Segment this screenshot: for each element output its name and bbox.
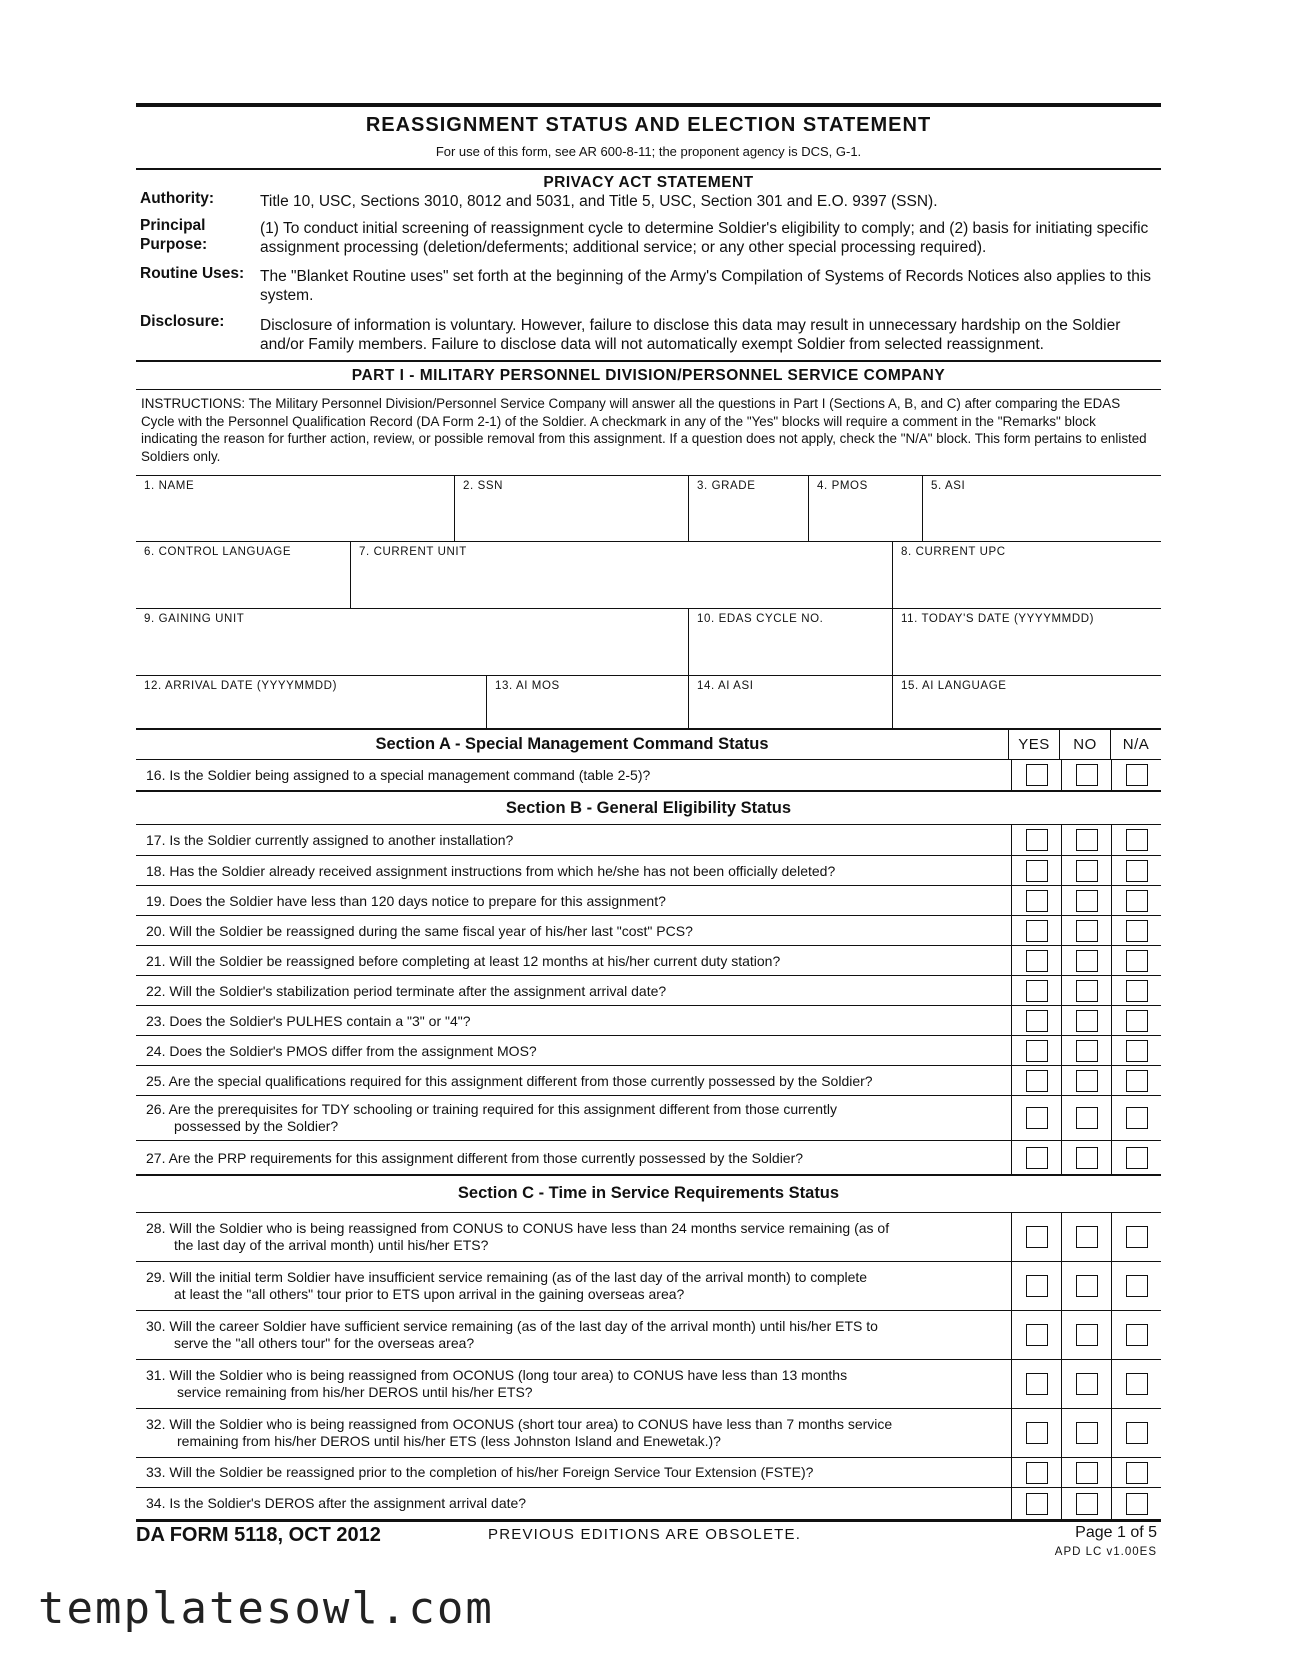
question-19: 19. Does the Soldier have less than 120 days notice to prepare for this assignment? bbox=[146, 892, 666, 909]
na-checkbox[interactable] bbox=[1126, 764, 1148, 786]
yes-cell bbox=[1011, 856, 1061, 885]
purpose-label bbox=[136, 216, 260, 257]
current-upc-field[interactable] bbox=[892, 542, 1161, 608]
disclosure-label: Disclosure: bbox=[140, 313, 225, 330]
na-cell bbox=[1111, 1360, 1161, 1408]
question-17: 17. Is the Soldier currently assigned to another installation? bbox=[146, 832, 514, 848]
question-row bbox=[136, 824, 1161, 855]
yes-checkbox[interactable] bbox=[1026, 1422, 1048, 1444]
asi-field[interactable] bbox=[922, 476, 1161, 541]
fields-row-4 bbox=[136, 675, 1161, 728]
current-unit-field[interactable] bbox=[350, 542, 892, 608]
yes-cell bbox=[1011, 1006, 1061, 1035]
na-cell bbox=[1111, 1096, 1161, 1140]
todays-date-label: 11. TODAY'S DATE (YYYYMMDD) bbox=[901, 613, 1095, 625]
na-cell bbox=[1111, 1066, 1161, 1095]
yes-cell bbox=[1011, 1213, 1061, 1261]
fields-row-2 bbox=[136, 541, 1161, 608]
gaining-unit-field[interactable] bbox=[136, 609, 688, 675]
na-cell bbox=[1111, 1141, 1161, 1174]
no-cell bbox=[1061, 1066, 1111, 1095]
no-cell bbox=[1061, 1096, 1111, 1140]
no-cell bbox=[1061, 1262, 1111, 1310]
no-checkbox[interactable] bbox=[1076, 829, 1098, 851]
todays-date-field[interactable] bbox=[892, 609, 1161, 675]
na-cell bbox=[1111, 825, 1161, 855]
na-cell bbox=[1111, 976, 1161, 1005]
question-20: 20. Will the Soldier be reassigned during the same fiscal year of his/her last "cost" PCS? bbox=[146, 922, 693, 939]
question-30 bbox=[136, 1311, 1011, 1359]
na-checkbox[interactable] bbox=[1126, 1324, 1148, 1346]
watermark-text: templatesowl.com bbox=[38, 1583, 494, 1634]
asi-label: 5. ASI bbox=[931, 480, 966, 492]
na-checkbox[interactable] bbox=[1126, 1147, 1148, 1169]
da-form-5118 bbox=[136, 103, 1161, 1562]
purpose-label-line1: Principal bbox=[140, 217, 206, 234]
question-22: 22. Will the Soldier's stabilization period terminate after the assignment arrival date? bbox=[146, 982, 667, 999]
yes-checkbox[interactable] bbox=[1026, 1462, 1048, 1484]
purpose-text: (1) To conduct initial screening of reassignment cycle to determine Soldier's eligibility to comply; and (2) basis for initiating specific assignment processing (deletion/deferments; additional service; or any other special processing required). bbox=[260, 220, 1149, 256]
yes-checkbox[interactable] bbox=[1026, 980, 1048, 1002]
yes-cell bbox=[1011, 916, 1061, 945]
question-row bbox=[136, 1095, 1161, 1140]
yes-checkbox[interactable] bbox=[1026, 764, 1048, 786]
no-checkbox[interactable] bbox=[1076, 890, 1098, 912]
yes-cell bbox=[1011, 1036, 1061, 1065]
fields-row-1 bbox=[136, 475, 1161, 541]
yes-cell bbox=[1011, 1488, 1061, 1519]
na-checkbox[interactable] bbox=[1126, 1070, 1148, 1092]
section-b-title: Section B - General Eligibility Status bbox=[136, 790, 1161, 824]
no-cell bbox=[1061, 946, 1111, 975]
yes-cell bbox=[1011, 946, 1061, 975]
section-a-header bbox=[136, 728, 1161, 759]
question-row bbox=[136, 759, 1161, 790]
no-cell bbox=[1061, 1409, 1111, 1457]
form-subtitle: For use of this form, see AR 600-8-11; the proponent agency is DCS, G-1. bbox=[435, 144, 862, 159]
na-checkbox[interactable] bbox=[1126, 1010, 1148, 1032]
edas-cycle-field[interactable] bbox=[688, 609, 892, 675]
question-row bbox=[136, 975, 1161, 1005]
ai-mos-field[interactable] bbox=[486, 676, 688, 728]
ai-language-field[interactable] bbox=[892, 676, 1161, 728]
yes-cell bbox=[1011, 760, 1061, 790]
question-28-line1: 28. Will the Soldier who is being reassigned from CONUS to CONUS have less than 24 months service remaining (as of bbox=[146, 1220, 890, 1236]
no-checkbox[interactable] bbox=[1076, 1422, 1098, 1444]
question-29 bbox=[136, 1262, 1011, 1310]
question-row bbox=[136, 1140, 1161, 1174]
na-checkbox[interactable] bbox=[1126, 920, 1148, 942]
no-cell bbox=[1061, 825, 1111, 855]
yes-cell bbox=[1011, 1096, 1061, 1140]
yes-cell bbox=[1011, 825, 1061, 855]
question-28 bbox=[136, 1213, 1011, 1261]
na-cell bbox=[1111, 1036, 1161, 1065]
yes-cell bbox=[1011, 886, 1061, 915]
no-checkbox[interactable] bbox=[1076, 860, 1098, 882]
no-checkbox[interactable] bbox=[1076, 1275, 1098, 1297]
purpose-label-line2: Purpose: bbox=[140, 236, 208, 253]
ssn-label: 2. SSN bbox=[463, 480, 504, 492]
question-row bbox=[136, 1035, 1161, 1065]
na-checkbox[interactable] bbox=[1126, 980, 1148, 1002]
no-checkbox[interactable] bbox=[1076, 1226, 1098, 1248]
question-29-line2: at least the "all others" tour prior to ETS upon arrival in the gaining overseas area? bbox=[174, 1286, 685, 1302]
na-checkbox[interactable] bbox=[1126, 1462, 1148, 1484]
question-26 bbox=[136, 1096, 1011, 1140]
no-cell bbox=[1061, 886, 1111, 915]
no-cell bbox=[1061, 1311, 1111, 1359]
no-cell bbox=[1061, 1360, 1111, 1408]
question-row bbox=[136, 945, 1161, 975]
question-row bbox=[136, 1261, 1161, 1310]
no-cell bbox=[1061, 1458, 1111, 1487]
ai-language-label: 15. AI LANGUAGE bbox=[901, 680, 1007, 692]
no-column-header: NO bbox=[1059, 730, 1110, 759]
question-27: 27. Are the PRP requirements for this assignment different from those currently possessed by the Soldier? bbox=[146, 1149, 804, 1166]
no-checkbox[interactable] bbox=[1076, 1070, 1098, 1092]
form-title: REASSIGNMENT STATUS AND ELECTION STATEMENT bbox=[365, 114, 932, 136]
yes-checkbox[interactable] bbox=[1026, 1226, 1048, 1248]
disclosure-text: Disclosure of information is voluntary. However, failure to disclose this data may result in unnecessary hardship on the Soldier and/or Family members. Failure to disclose data will not automatically exempt Soldier from selected reassignment. bbox=[260, 317, 1121, 353]
na-checkbox[interactable] bbox=[1126, 860, 1148, 882]
no-checkbox[interactable] bbox=[1076, 1493, 1098, 1515]
na-column-header: N/A bbox=[1110, 730, 1161, 759]
yes-checkbox[interactable] bbox=[1026, 1010, 1048, 1032]
question-row bbox=[136, 1212, 1161, 1261]
version-label: APD LC v1.00ES bbox=[1054, 1546, 1157, 1558]
authority-row bbox=[136, 192, 1161, 211]
routine-row bbox=[136, 267, 1161, 305]
yes-checkbox[interactable] bbox=[1026, 1040, 1048, 1062]
no-checkbox[interactable] bbox=[1076, 1462, 1098, 1484]
na-cell bbox=[1111, 946, 1161, 975]
na-checkbox[interactable] bbox=[1126, 1493, 1148, 1515]
na-checkbox[interactable] bbox=[1126, 1040, 1148, 1062]
question-row bbox=[136, 915, 1161, 945]
question-25: 25. Are the special qualifications required for this assignment different from those currently possessed by the Soldier? bbox=[146, 1072, 873, 1089]
question-31-line2: service remaining from his/her DEROS until his/her ETS? bbox=[177, 1384, 533, 1400]
na-cell bbox=[1111, 760, 1161, 790]
na-checkbox[interactable] bbox=[1126, 1107, 1148, 1129]
no-checkbox[interactable] bbox=[1076, 1010, 1098, 1032]
no-checkbox[interactable] bbox=[1076, 920, 1098, 942]
question-23: 23. Does the Soldier's PULHES contain a "3" or "4"? bbox=[146, 1012, 471, 1029]
yes-checkbox[interactable] bbox=[1026, 920, 1048, 942]
yes-checkbox[interactable] bbox=[1026, 1324, 1048, 1346]
na-cell bbox=[1111, 1458, 1161, 1487]
na-cell bbox=[1111, 886, 1161, 915]
yes-checkbox[interactable] bbox=[1026, 860, 1048, 882]
grade-label: 3. GRADE bbox=[697, 480, 756, 492]
question-24: 24. Does the Soldier's PMOS differ from the assignment MOS? bbox=[146, 1042, 537, 1059]
question-26-line1: 26. Are the prerequisites for TDY schooling or training required for this assignment different from those currently bbox=[146, 1101, 838, 1117]
yes-checkbox[interactable] bbox=[1026, 1493, 1048, 1515]
arrival-date-field[interactable] bbox=[136, 676, 486, 728]
part1-instructions: INSTRUCTIONS: The Military Personnel Division/Personnel Service Company will answer all the questions in Part I (Sections A, B, and C) after comparing the EDAS Cycle with the Personnel Qualification Record (DA Form 2-1) of the Soldier. A checkmark in any of the "Yes" blocks will require a comment in the "Remarks" block indicating the reason for further action, review, or possible removal from this assignment. If a question does not apply, check the "N/A" block. This form pertains to enlisted Soldiers only. bbox=[141, 396, 1147, 464]
na-cell bbox=[1111, 1488, 1161, 1519]
na-cell bbox=[1111, 1262, 1161, 1310]
question-31-line1: 31. Will the Soldier who is being reassigned from OCONUS (long tour area) to CONUS have less than 13 months bbox=[146, 1367, 848, 1383]
yes-cell bbox=[1011, 1311, 1061, 1359]
no-checkbox[interactable] bbox=[1076, 1107, 1098, 1129]
ai-mos-label: 13. AI MOS bbox=[495, 680, 560, 692]
section-c-questions bbox=[136, 1212, 1161, 1519]
yes-checkbox[interactable] bbox=[1026, 1107, 1048, 1129]
na-cell bbox=[1111, 1311, 1161, 1359]
current-upc-label: 8. CURRENT UPC bbox=[901, 546, 1006, 558]
yes-cell bbox=[1011, 1409, 1061, 1457]
ai-asi-label: 14. AI ASI bbox=[697, 680, 754, 692]
question-29-line1: 29. Will the initial term Soldier have insufficient service remaining (as of the last day of the arrival month) to complete bbox=[146, 1269, 868, 1285]
no-cell bbox=[1061, 856, 1111, 885]
previous-editions-notice: PREVIOUS EDITIONS ARE OBSOLETE. bbox=[488, 1526, 802, 1543]
privacy-act-title: PRIVACY ACT STATEMENT bbox=[543, 174, 754, 191]
question-32-line2: remaining from his/her DEROS until his/her ETS (less Johnston Island and Enewetak.)? bbox=[177, 1433, 721, 1449]
no-cell bbox=[1061, 916, 1111, 945]
no-cell bbox=[1061, 976, 1111, 1005]
question-32 bbox=[136, 1409, 1011, 1457]
question-30-line2: serve the "all others tour" for the overseas area? bbox=[174, 1335, 475, 1351]
pmos-field[interactable] bbox=[808, 476, 922, 541]
control-language-field[interactable] bbox=[136, 542, 350, 608]
question-row bbox=[136, 1457, 1161, 1487]
na-cell bbox=[1111, 1213, 1161, 1261]
pmos-label: 4. PMOS bbox=[817, 480, 868, 492]
question-row bbox=[136, 1487, 1161, 1519]
arrival-date-label: 12. ARRIVAL DATE (YYYYMMDD) bbox=[144, 680, 337, 692]
purpose-row bbox=[136, 219, 1161, 257]
na-checkbox[interactable] bbox=[1126, 1373, 1148, 1395]
no-cell bbox=[1061, 1141, 1111, 1174]
part1-title: PART I - MILITARY PERSONNEL DIVISION/PERSONNEL SERVICE COMPANY bbox=[351, 367, 946, 384]
name-label: 1. NAME bbox=[144, 480, 195, 492]
na-cell bbox=[1111, 1409, 1161, 1457]
no-cell bbox=[1061, 1036, 1111, 1065]
gaining-unit-label: 9. GAINING UNIT bbox=[144, 613, 245, 625]
yes-cell bbox=[1011, 1262, 1061, 1310]
question-34 bbox=[136, 1488, 1011, 1519]
question-26-line2: possessed by the Soldier? bbox=[174, 1118, 339, 1134]
question-32-line1: 32. Will the Soldier who is being reassigned from OCONUS (short tour area) to CONUS have less than 7 months service bbox=[146, 1416, 893, 1432]
question-30-line1: 30. Will the career Soldier have sufficient service remaining (as of the last day of the arrival month) until his/her ETS to bbox=[146, 1318, 878, 1334]
no-checkbox[interactable] bbox=[1076, 1324, 1098, 1346]
form-footer bbox=[136, 1522, 1161, 1562]
ssn-field[interactable] bbox=[454, 476, 688, 541]
no-cell bbox=[1061, 760, 1111, 790]
question-33-line1: 33. Will the Soldier be reassigned prior to the completion of his/her Foreign Service Tour Extension (FSTE)? bbox=[146, 1464, 814, 1480]
yes-checkbox[interactable] bbox=[1026, 890, 1048, 912]
na-checkbox[interactable] bbox=[1126, 1422, 1148, 1444]
question-row bbox=[136, 885, 1161, 915]
question-31 bbox=[136, 1360, 1011, 1408]
disclosure-row bbox=[136, 313, 1161, 354]
na-cell bbox=[1111, 856, 1161, 885]
control-language-label: 6. CONTROL LANGUAGE bbox=[144, 546, 292, 558]
no-cell bbox=[1061, 1488, 1111, 1519]
no-cell bbox=[1061, 1006, 1111, 1035]
na-checkbox[interactable] bbox=[1126, 890, 1148, 912]
routine-text: The "Blanket Routine uses" set forth at the beginning of the Army's Compilation of Systems of Records Notices also applies to this system. bbox=[260, 268, 1152, 304]
question-row bbox=[136, 1408, 1161, 1457]
fields-row-3 bbox=[136, 608, 1161, 675]
no-checkbox[interactable] bbox=[1076, 1373, 1098, 1395]
section-a-title: Section A - Special Management Command Status bbox=[375, 735, 769, 753]
yes-column-header: YES bbox=[1008, 730, 1059, 759]
yes-checkbox[interactable] bbox=[1026, 1275, 1048, 1297]
na-cell bbox=[1111, 916, 1161, 945]
current-unit-label: 7. CURRENT UNIT bbox=[359, 546, 467, 558]
question-row bbox=[136, 855, 1161, 885]
yes-checkbox[interactable] bbox=[1026, 1373, 1048, 1395]
name-field[interactable] bbox=[136, 476, 454, 541]
question-row bbox=[136, 1310, 1161, 1359]
no-checkbox[interactable] bbox=[1076, 980, 1098, 1002]
yes-checkbox[interactable] bbox=[1026, 829, 1048, 851]
question-18: 18. Has the Soldier already received assignment instructions from which he/she has not been officially deleted? bbox=[146, 862, 836, 879]
na-checkbox[interactable] bbox=[1126, 950, 1148, 972]
yes-cell bbox=[1011, 1458, 1061, 1487]
question-row bbox=[136, 1065, 1161, 1095]
authority-text: Title 10, USC, Sections 3010, 8012 and 5031, and Title 5, USC, Section 301 and E.O. 9397 (SSN). bbox=[260, 193, 938, 210]
routine-label: Routine Uses: bbox=[140, 265, 245, 282]
section-c-title: Section C - Time in Service Requirements Status bbox=[136, 1174, 1161, 1212]
grade-field[interactable] bbox=[688, 476, 808, 541]
question-16: 16. Is the Soldier being assigned to a special management command (table 2-5)? bbox=[146, 767, 651, 783]
yes-cell bbox=[1011, 1360, 1061, 1408]
top-rule bbox=[136, 103, 1161, 107]
divider bbox=[136, 168, 1161, 170]
edas-cycle-label: 10. EDAS CYCLE NO. bbox=[697, 613, 824, 625]
question-34-line1: 34. Is the Soldier's DEROS after the assignment arrival date? bbox=[146, 1495, 527, 1511]
no-checkbox[interactable] bbox=[1076, 950, 1098, 972]
no-checkbox[interactable] bbox=[1076, 1040, 1098, 1062]
form-number: DA FORM 5118, OCT 2012 bbox=[136, 1524, 381, 1546]
no-checkbox[interactable] bbox=[1076, 764, 1098, 786]
yes-checkbox[interactable] bbox=[1026, 1070, 1048, 1092]
ai-asi-field[interactable] bbox=[688, 676, 892, 728]
yes-cell bbox=[1011, 976, 1061, 1005]
na-cell bbox=[1111, 1006, 1161, 1035]
na-checkbox[interactable] bbox=[1126, 829, 1148, 851]
no-checkbox[interactable] bbox=[1076, 1147, 1098, 1169]
section-b-questions bbox=[136, 824, 1161, 1174]
question-28-line2: the last day of the arrival month) until his/her ETS? bbox=[174, 1237, 489, 1253]
yes-cell bbox=[1011, 1141, 1061, 1174]
authority-label: Authority: bbox=[140, 190, 215, 207]
question-row bbox=[136, 1005, 1161, 1035]
yes-cell bbox=[1011, 1066, 1061, 1095]
na-checkbox[interactable] bbox=[1126, 1226, 1148, 1248]
question-33 bbox=[136, 1458, 1011, 1487]
yes-checkbox[interactable] bbox=[1026, 1147, 1048, 1169]
yes-checkbox[interactable] bbox=[1026, 950, 1048, 972]
question-21: 21. Will the Soldier be reassigned before completing at least 12 months at his/her current duty station? bbox=[146, 952, 781, 969]
page-number: Page 1 of 5 bbox=[1075, 1524, 1157, 1541]
no-cell bbox=[1061, 1213, 1111, 1261]
question-row bbox=[136, 1359, 1161, 1408]
na-checkbox[interactable] bbox=[1126, 1275, 1148, 1297]
